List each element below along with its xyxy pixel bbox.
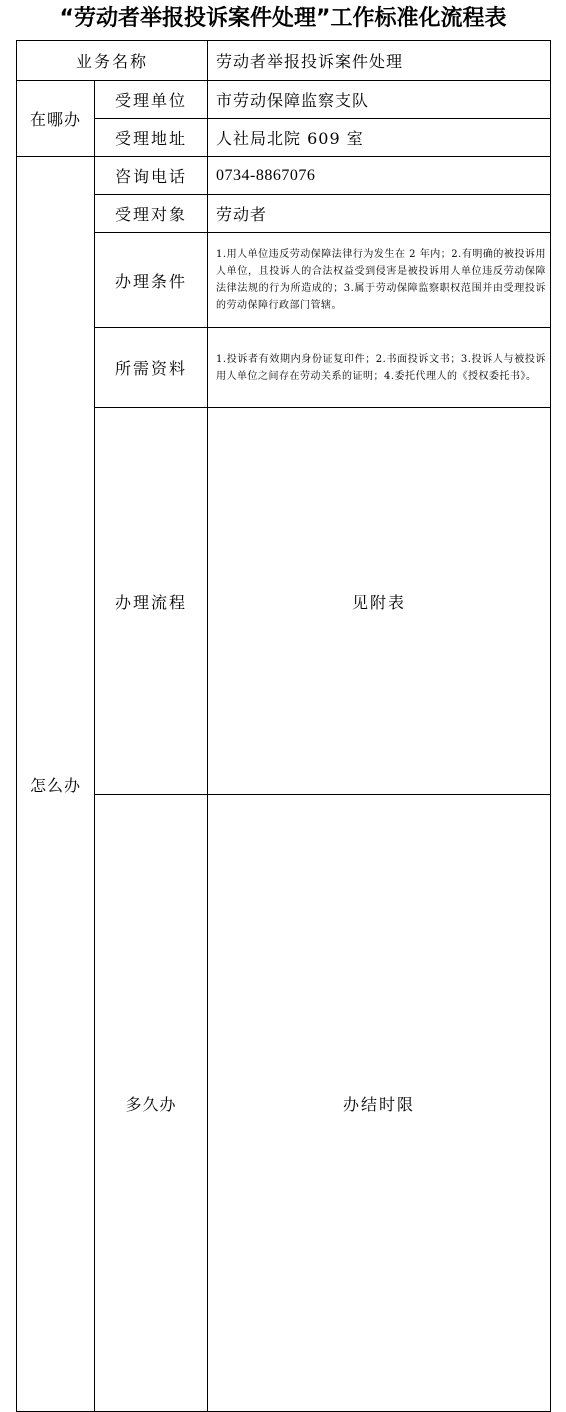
- unit-label: 受理单位: [95, 81, 208, 119]
- phone-label: 咨询电话: [95, 157, 208, 195]
- conditions-value: 1.用人单位违反劳动保障法律行为发生在 2 年内；2.有明确的被投诉用人单位，且投诉人的合法权益受到侵害是被投诉用人单位违反劳动保障法律法规的行为所造成的；3.属于劳动保障监察职权范围并由受理投诉的劳动保障行政部门管辖。: [208, 233, 551, 328]
- row-process: [17, 408, 551, 795]
- row-address: [17, 119, 551, 157]
- address-value: 人社局北院 609 室: [208, 119, 551, 157]
- target-value: 劳动者: [208, 195, 551, 233]
- business-name-value: 劳动者举报投诉案件处理: [208, 41, 551, 81]
- row-time-limit: [17, 795, 551, 1412]
- address-label: 受理地址: [95, 119, 208, 157]
- category-how-long: 多久办: [95, 795, 208, 1412]
- phone-value: 0734-8867076: [208, 157, 551, 195]
- conditions-label: 办理条件: [95, 233, 208, 328]
- unit-value: 市劳动保障监察支队: [208, 81, 551, 119]
- category-how: 怎么办: [17, 157, 95, 1412]
- category-where: 在哪办: [17, 81, 95, 157]
- target-label: 受理对象: [95, 195, 208, 233]
- row-phone: [17, 157, 551, 195]
- business-name-label: 业务名称: [17, 41, 208, 81]
- row-unit: [17, 81, 551, 119]
- row-business-name: [17, 41, 551, 81]
- process-table: [16, 40, 551, 1412]
- row-conditions: [17, 233, 551, 328]
- materials-label: 所需资料: [95, 328, 208, 408]
- row-target: [17, 195, 551, 233]
- time-limit-label: 办结时限: [208, 795, 551, 1412]
- process-label: 办理流程: [95, 408, 208, 795]
- materials-value: 1.投诉者有效期内身份证复印件；2.书面投诉文书；3.投诉人与被投诉用人单位之间存在劳动关系的证明；4.委托代理人的《授权委托书》。: [208, 328, 551, 408]
- page-title: “劳动者举报投诉案件处理”工作标准化流程表: [59, 6, 507, 31]
- row-materials: [17, 328, 551, 408]
- process-value: 见附表: [208, 408, 551, 795]
